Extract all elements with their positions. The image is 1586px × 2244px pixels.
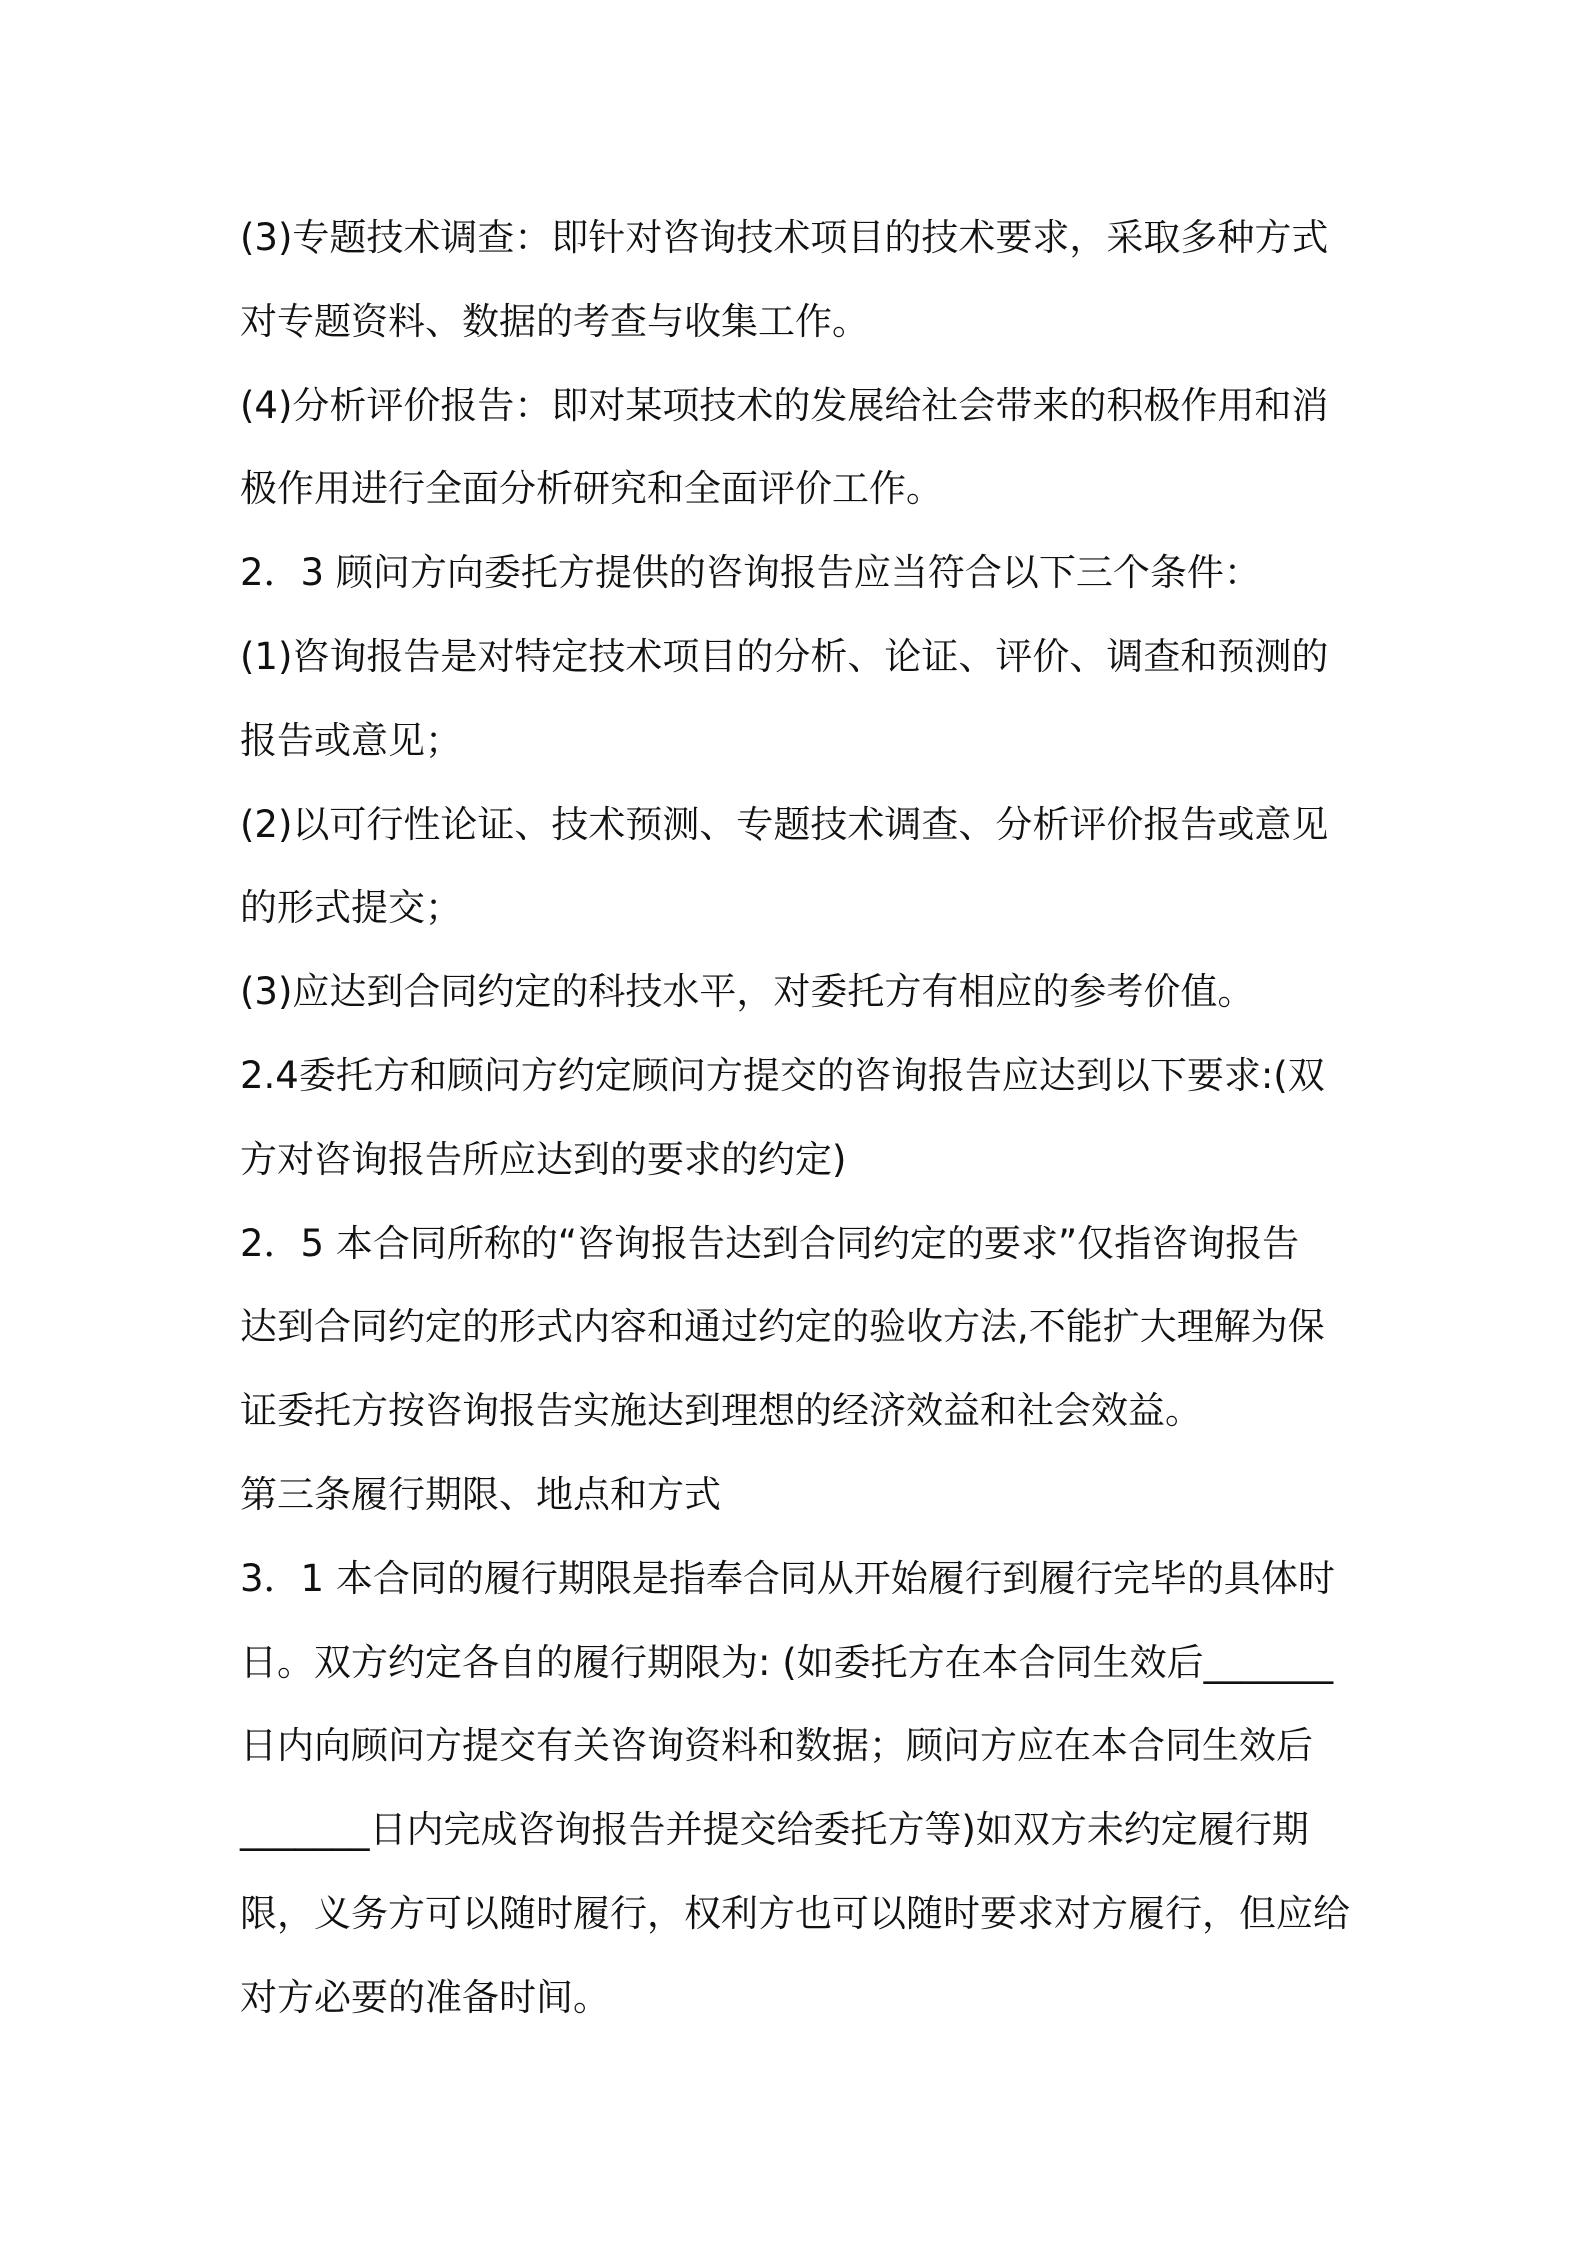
text-line: 对专题资料、数据的考查与收集工作。 bbox=[240, 299, 869, 343]
text-line: _______日内完成咨询报告并提交给委托方等)如双方未约定履行期 bbox=[240, 1808, 1309, 1852]
text-line: (1)咨询报告是对特定技术项目的分析、论证、评价、调查和预测的 bbox=[240, 634, 1329, 678]
text-line: 2.4委托方和顾问方约定顾问方提交的咨询报告应达到以下要求:(双 bbox=[240, 1053, 1325, 1097]
text-line: 日。双方约定各自的履行期限为: (如委托方在本合同生效后_______ bbox=[240, 1640, 1334, 1684]
text-line: 3．1 本合同的履行期限是指奉合同从开始履行到履行完毕的具体时 bbox=[240, 1556, 1335, 1600]
text-line: (3)应达到合同约定的科技水平，对委托方有相应的参考价值。 bbox=[240, 970, 1255, 1014]
text-line: 的形式提交； bbox=[240, 886, 462, 930]
text-line: 达到合同约定的形式内容和通过约定的验收方法,不能扩大理解为保 bbox=[240, 1305, 1325, 1349]
text-line: (3)专题技术调查：即针对咨询技术项目的技术要求，采取多种方式 bbox=[240, 216, 1329, 259]
text-line: 2．3 顾问方向委托方提供的咨询报告应当符合以下三个条件： bbox=[240, 551, 1261, 595]
section-heading: 第三条履行期限、地点和方式 bbox=[240, 1472, 721, 1516]
text-line: 极作用进行全面分析研究和全面评价工作。 bbox=[240, 467, 943, 511]
text-line: 2．5 本合同所称的“咨询报告达到合同约定的要求”仅指咨询报告 bbox=[240, 1221, 1300, 1265]
text-line: 对方必要的准备时间。 bbox=[240, 1975, 610, 2019]
text-line: 证委托方按咨询报告实施达到理想的经济效益和社会效益。 bbox=[240, 1389, 1202, 1433]
text-line: 限，义务方可以随时履行，权利方也可以随时要求对方履行，但应给 bbox=[240, 1891, 1350, 1935]
text-line: (4)分析评价报告：即对某项技术的发展给社会带来的积极作用和消 bbox=[240, 383, 1329, 427]
text-line: 日内向顾问方提交有关咨询资料和数据；顾问方应在本合同生效后 bbox=[240, 1724, 1313, 1768]
document-body bbox=[240, 196, 1350, 2040]
text-line: 报告或意见； bbox=[240, 718, 462, 762]
text-line: 方对咨询报告所应达到的要求的约定) bbox=[240, 1137, 847, 1181]
text-line: (2)以可行性论证、技术预测、专题技术调查、分析评价报告或意见 bbox=[240, 802, 1329, 846]
